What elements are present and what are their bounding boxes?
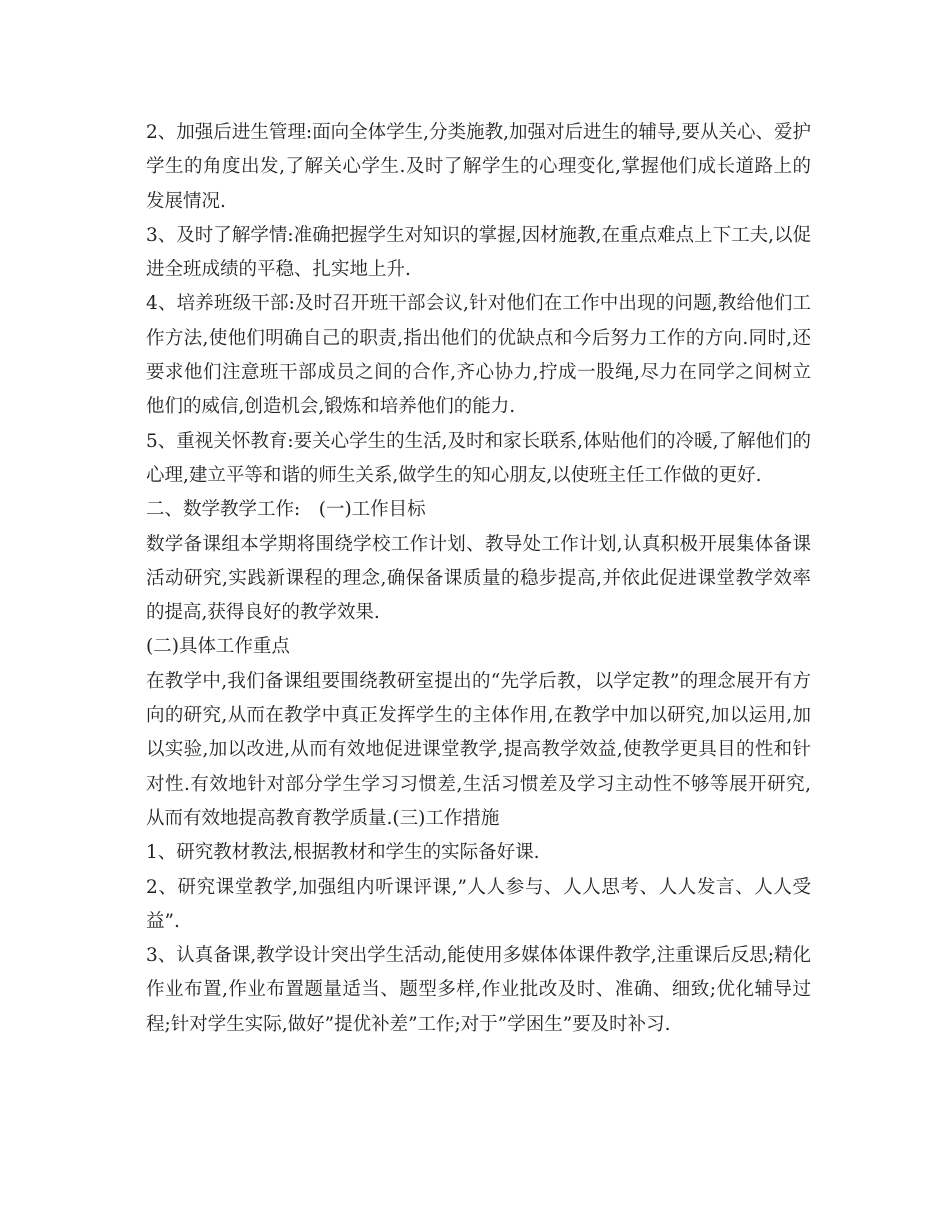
section-heading-math-teaching: 二、数学教学工作: (一)工作目标	[146, 499, 426, 521]
list-item-measure-2: 2、研究课堂教学,加强组内听课评课,”人人参与、人人思考、人人发言、人人受益”.	[146, 876, 811, 932]
list-item-measure-3: 3、认真备课,教学设计突出学生活动,能使用多媒体体课件教学,注重课后反思;精化作业布置,作业布置题量适当、题型多样,作业批改及时、准确、细致;优化辅导过程;针对学生实际,做好”提优补差”工作;对于”学困生”要及时补习.	[146, 945, 811, 1035]
paragraph-key-points: 在教学中,我们备课组要围绕教研室提出的“先学后教，以学定教”的理念展开有方向的研究,从而在教学中真正发挥学生的主体作用,在教学中加以研究,加以运用,加以实验,加以改进,从而有效地促进课堂教学,提高教学效益,使教学更具目的性和针对性.有效地针对部分学生学习习惯差,生活习惯差及学习主动性不够等展开研究,从而有效地提高教育教学质量.(三)工作措施	[146, 670, 811, 829]
paragraph-class-cadres: 4、培养班级干部:及时召开班干部会议,针对他们在工作中出现的问题,教给他们工作方法,使他们明确自己的职责,指出他们的优缺点和今后努力工作的方向.同时,还要求他们注意班干部成员之间的合作,齐心协力,拧成一股绳,尽力在同学之间树立他们的威信,创造机会,锻炼和培养他们的能力.	[146, 293, 811, 418]
list-item-measure-1: 1、研究教材教法,根据教材和学生的实际备好课.	[146, 842, 540, 864]
paragraph-underachiever-management: 2、加强后进生管理:面向全体学生,分类施教,加强对后进生的辅导,要从关心、爱护学生的角度出发,了解关心学生.及时了解学生的心理变化,掌握他们成长道路上的发展情况.	[146, 122, 811, 212]
subheading-key-points: (二)具体工作重点	[146, 636, 290, 658]
paragraph-care-education: 5、重视关怀教育:要关心学生的生活,及时和家长联系,体贴他们的冷暖,了解他们的心理,建立平等和谐的师生关系,做学生的知心朋友,以使班主任工作做的更好.	[146, 430, 811, 486]
paragraph-learning-status: 3、及时了解学情:准确把握学生对知识的掌握,因材施教,在重点难点上下工夫,以促进全班成绩的平稳、扎实地上升.	[146, 224, 811, 281]
document-body	[146, 116, 811, 1042]
paragraph-work-goals: 数学备课组本学期将围绕学校工作计划、教导处工作计划,认真积极开展集体备课活动研究,实践新课程的理念,确保备课质量的稳步提高,并依此促进课堂教学效率的提高,获得良好的教学效果.	[146, 533, 811, 624]
